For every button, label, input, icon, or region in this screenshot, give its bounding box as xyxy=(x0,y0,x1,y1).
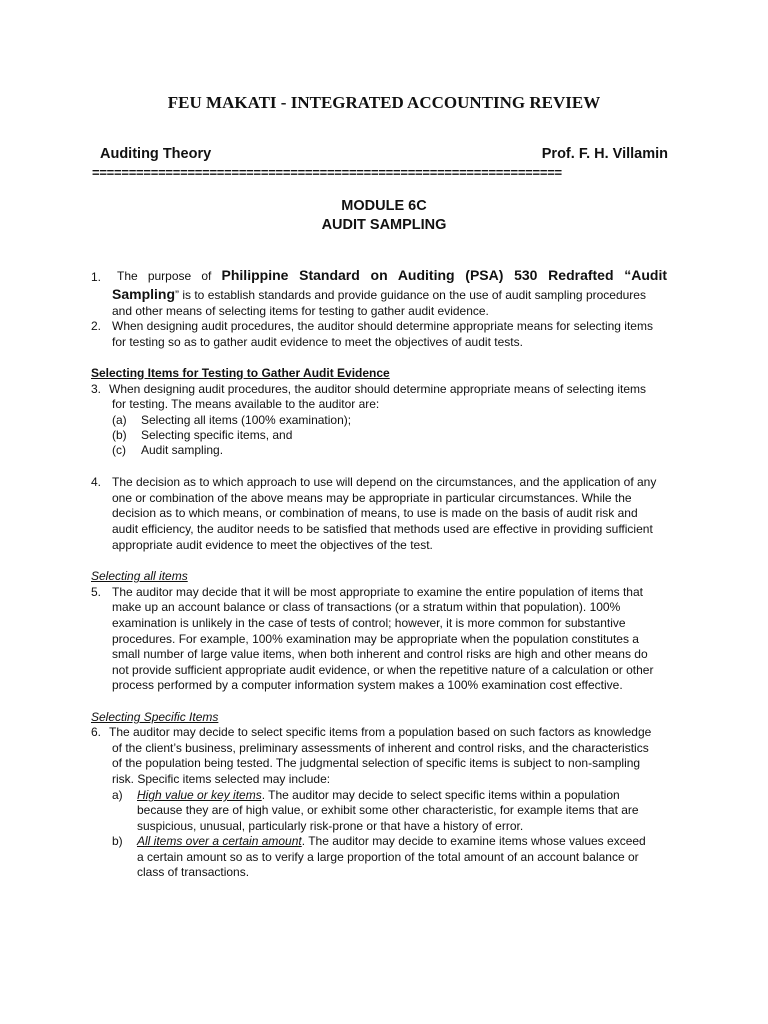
paragraph-line: examination is unlikely in the case of tests of control; however, it is more common for substantive xyxy=(112,616,626,630)
item-number: 3. xyxy=(91,382,102,396)
paragraph-line: a certain amount so as to verify a large proportion of the total amount of an account balance or xyxy=(137,850,639,864)
item-number: 5. xyxy=(91,585,102,599)
paragraph-line xyxy=(137,834,646,849)
paragraph-line: for testing. The means available to the auditor are: xyxy=(112,397,380,411)
paragraph-line xyxy=(117,268,667,284)
paragraph-line: appropriate audit evidence to meet the objectives of the test. xyxy=(112,538,433,552)
list-item: Selecting all items (100% examination); xyxy=(141,413,352,427)
paragraph-line: one or combination of the above means may be appropriate in particular circumstances. While the xyxy=(112,491,632,505)
list-item: Audit sampling. xyxy=(141,443,224,457)
paragraph-line: procedures. For example, 100% examination may be appropriate when the population constitutes a xyxy=(112,632,639,646)
paragraph-line: class of transactions. xyxy=(137,865,250,879)
paragraph-text: . The auditor may decide to select specific items within a population xyxy=(261,788,620,802)
paragraph-line: small number of large value items, when both inherent and control risks are high and other means do xyxy=(112,647,648,661)
paragraph-text: . The auditor may decide to examine items whose values exceed xyxy=(301,834,646,848)
paragraph-line: risk. Specific items selected may include: xyxy=(112,772,331,786)
paragraph-line: not provide sufficient appropriate audit evidence, or when the repetitive nature of a calculation or other xyxy=(112,663,654,677)
section-heading: Selecting Items for Testing to Gather Audit Evidence xyxy=(91,366,390,380)
paragraph-line: When designing audit procedures, the auditor should determine appropriate means of selecting items xyxy=(109,382,646,396)
paragraph-line: decision as to which means, or combination of means, to use is made on the basis of audit risk and xyxy=(112,506,638,520)
paragraph-line: of the client’s business, preliminary assessments of inherent and control risks, and the characteristics xyxy=(112,741,649,755)
paragraph-line: audit efficiency, the auditor needs to be satisfied that methods used are effective in providing sufficient xyxy=(112,522,653,536)
item-number: 1. xyxy=(91,270,102,284)
professor-label: Prof. F. H. Villamin xyxy=(541,146,668,162)
separator-line: ================================================================ xyxy=(92,165,562,180)
paragraph-line: for testing so as to gather audit evidence to meet the objectives of audit tests. xyxy=(112,335,523,349)
item-number: 4. xyxy=(91,475,102,489)
key-term: High value or key items xyxy=(137,788,262,802)
module-title: AUDIT SAMPLING xyxy=(321,217,447,233)
paragraph-line: process performed by a computer information system makes a 100% examination cost effective. xyxy=(112,678,623,692)
standard-name: Philippine Standard on Auditing (PSA) 530 Redrafted “Audit xyxy=(221,267,667,283)
key-term: All items over a certain amount xyxy=(137,834,302,848)
school-title: FEU MAKATI - INTEGRATED ACCOUNTING REVIEW xyxy=(167,93,601,112)
standard-name-cont: Sampling xyxy=(112,286,176,302)
paragraph-line: When designing audit procedures, the auditor should determine appropriate means for selecting items xyxy=(112,319,653,333)
module-number: MODULE 6C xyxy=(341,198,427,214)
paragraph-line: because they are of high value, or exhibit some other characteristic, for example items that are xyxy=(137,803,639,817)
paragraph-text: ” is to establish standards and provide guidance on the use of audit sampling procedures xyxy=(175,288,646,302)
section-heading: Selecting Specific Items xyxy=(91,710,219,724)
paragraph-line: suspicious, unusual, particularly risk-prone or that have a history of error. xyxy=(137,819,524,833)
paragraph-line xyxy=(112,287,646,303)
paragraph-line: and other means of selecting items for testing to gather audit evidence. xyxy=(112,304,489,318)
paragraph-line: The decision as to which approach to use will depend on the circumstances, and the application of any xyxy=(112,475,657,489)
list-label: (b) xyxy=(112,428,127,442)
subject-label: Auditing Theory xyxy=(100,146,212,162)
paragraph-line: The auditor may decide to select specific items from a population based on such factors as knowledge xyxy=(109,725,652,739)
list-label: a) xyxy=(112,788,123,802)
paragraph-line: make up an account balance or class of transactions (or a stratum within that population). 100% xyxy=(112,600,621,614)
item-number: 2. xyxy=(91,319,102,333)
section-heading: Selecting all items xyxy=(91,569,188,583)
list-label: b) xyxy=(112,834,123,848)
paragraph-line: The auditor may decide that it will be most appropriate to examine the entire population of items that xyxy=(112,585,643,599)
list-label: (a) xyxy=(112,413,127,427)
list-label: (c) xyxy=(112,443,126,457)
paragraph-text: The purpose of xyxy=(117,269,222,283)
item-number: 6. xyxy=(91,725,102,739)
paragraph-line xyxy=(137,788,620,803)
list-item: Selecting specific items, and xyxy=(141,428,293,442)
paragraph-line: of the population being tested. The judgmental selection of specific items is subject to non-sampling xyxy=(112,756,641,770)
